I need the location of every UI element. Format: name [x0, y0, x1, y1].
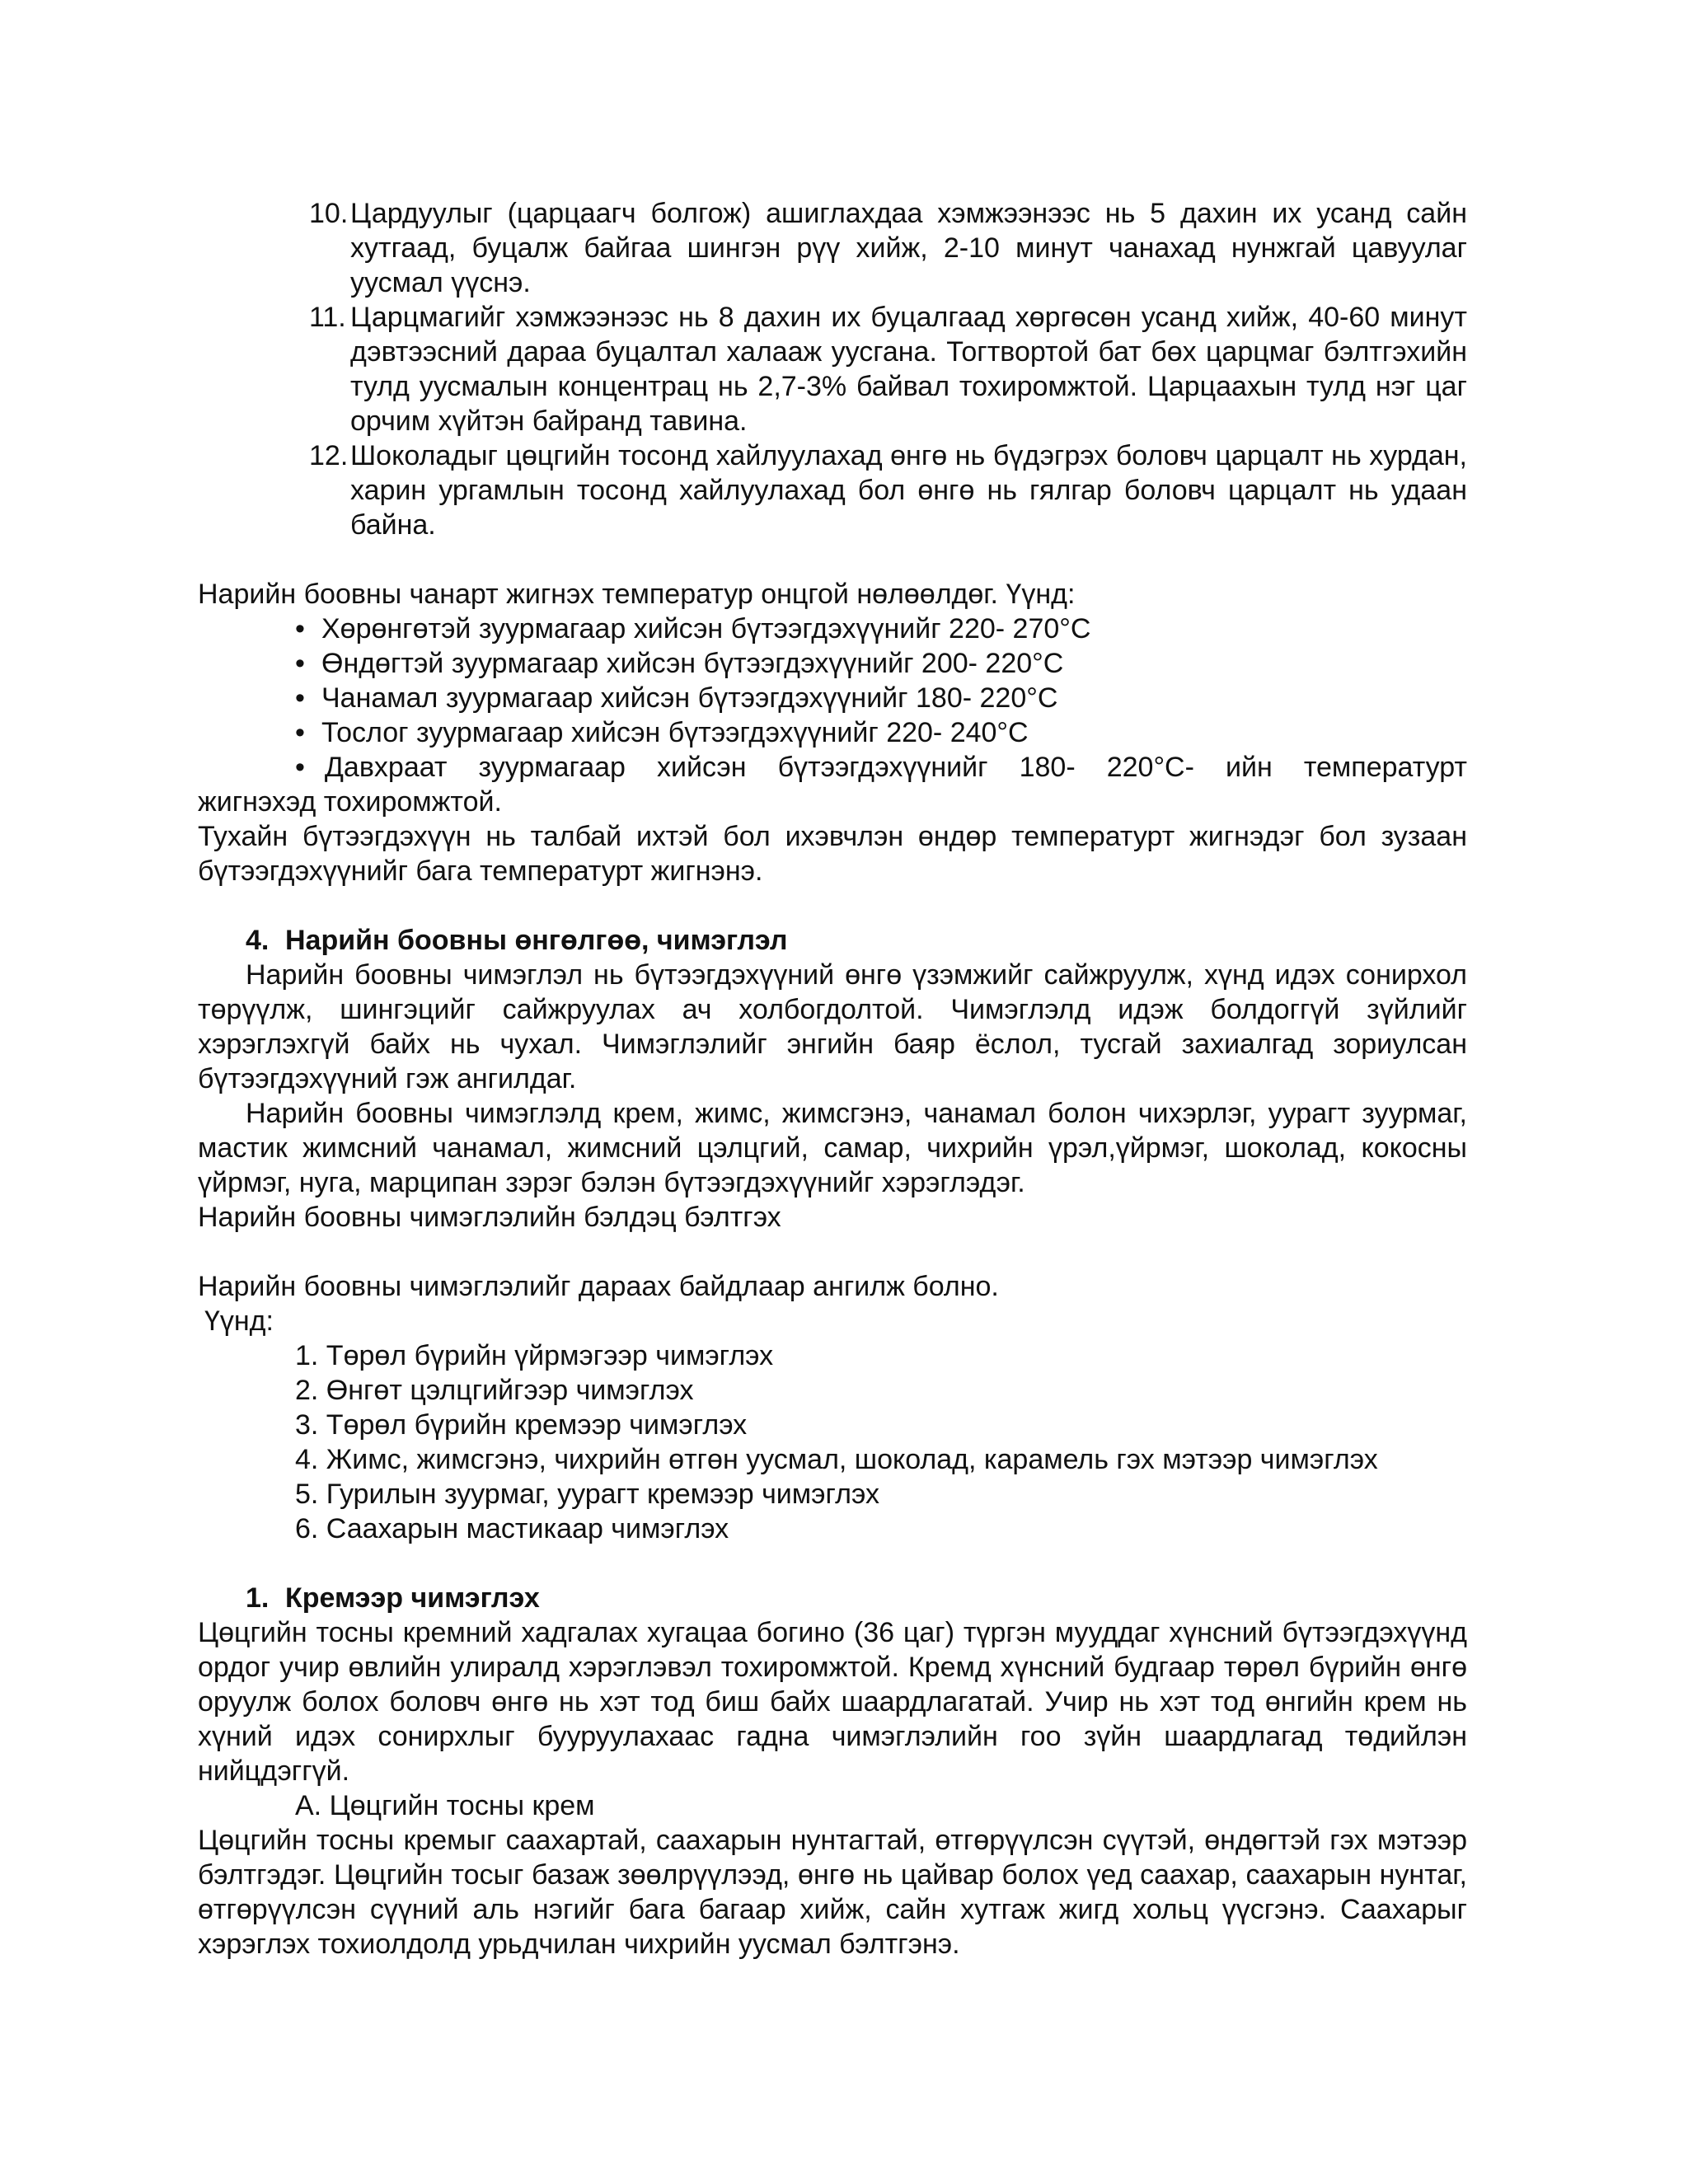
bullet-text: Давхраат зуурмагаар хийсэн бүтээгдэхүүнийг 180- 220°С- ийн температурт	[324, 752, 1467, 783]
document-body	[198, 196, 1467, 1961]
bullet-icon: •	[295, 717, 305, 748]
list-item	[295, 681, 1467, 715]
paragraph: Цөцгийн тосны кремний хадгалах хугацаа богино (36 цаг) түргэн мууддаг хүнсний бүтээгдэхүүнд ордог учир өвлийн улиралд хэрэглэвэл тохиромжтой. Кремд хүнсний будгаар төрөл бүрийн өнгө оруулж болох боловч өнгө нь хэт тод биш байх шаардлагатай. Учир нь хэт тод өнгийн крем нь хүний идэх сонирхлыг бууруулахаас гадна чимэглэлийн гоо зүйн шаардлагад төдийлэн нийцдэггүй.	[198, 1617, 1467, 1787]
subheading: А. Цөцгийн тосны крем	[295, 1790, 595, 1821]
numbered-item	[309, 300, 1467, 438]
temp-intro: Нарийн боовны чанарт жигнэх температур онцгой нөлөөлдөг. Үүнд:	[198, 579, 1076, 610]
paragraph: Цөцгийн тосны кремыг саахартай, саахарын нунтагтай, өтгөрүүлсэн сүүтэй, өндөгтэй гэх мэтээр бэлтгэдэг. Цөцгийн тосыг базаж зөөлрүүлээд, өнгө нь цайвар болох үед саахар, саахарын нунтаг, өтгөрүүлсэн сүүний аль нэгийг бага багаар хийж, сайн хутгаж жигд хольц үүсгэнэ. Саахарыг хэрэглэх тохиолдолд урьдчилан чихрийн уусмал бэлтгэнэ.	[198, 1825, 1467, 1960]
bullet-text: Өндөгтэй зуурмагаар хийсэн бүтээгдэхүүнийг 200- 220°С	[321, 648, 1064, 679]
list-item: 6. Саахарын мастикаар чимэглэх	[295, 1513, 729, 1544]
bullet-icon: •	[295, 648, 305, 679]
bullet-icon: •	[295, 613, 305, 644]
bullet-text: Тослог зуурмагаар хийсэн бүтээгдэхүүнийг 220- 240°С	[321, 717, 1029, 748]
list-item	[295, 612, 1467, 646]
last-bullet-line	[198, 750, 1467, 785]
paragraph: Нарийн боовны чимэглэлд крем, жимс, жимсгэнэ, чанамал болон чихэрлэг, уурагт зуурмаг, мастик жимсний чанамал, жимсний цэлцгий, самар, чихрийн үрэл,үйрмэг, шоколад, кокосны үйрмэг, нуга, марципан зэрэг бэлэн бүтээгдэхүүнийг хэрэглэдэг.	[198, 1098, 1467, 1198]
list-item	[295, 646, 1467, 681]
paragraph: Нарийн боовны чимэглэлийн бэлдэц бэлтгэх	[198, 1202, 781, 1233]
list-item: 2. Өнгөт цэлцгийгээр чимэглэх	[295, 1375, 694, 1406]
list-item: 3. Төрөл бүрийн кремээр чимэглэх	[295, 1409, 748, 1441]
item-number: 11.	[309, 302, 346, 333]
heading-number: 1.	[246, 1582, 270, 1614]
heading-number: 4.	[246, 925, 270, 956]
list-item: 5. Гурилын зуурмаг, уурагт кремээр чимэглэх	[295, 1479, 879, 1510]
heading-title: Нарийн боовны өнгөлгөө, чимэглэл	[285, 925, 788, 956]
item-text: Шоколадыг цөцгийн тосонд хайлуулахад өнгө нь бүдэгрэх боловч царцалт нь хурдан, харин ургамлын тосонд хайлуулахад бол өнгө нь гялгар боловч царцалт нь удаан байна.	[350, 440, 1467, 541]
bullet-text: Хөрөнгөтэй зуурмагаар хийсэн бүтээгдэхүүнийг 220- 270°С	[321, 613, 1091, 644]
bullet-icon: •	[295, 752, 305, 783]
item-number: 10.	[309, 198, 349, 229]
list-item: 1. Төрөл бүрийн үйрмэгээр чимэглэх	[295, 1340, 774, 1371]
bullet-icon: •	[295, 682, 305, 714]
paragraph: Нарийн боовны чимэглэл нь бүтээгдэхүүний өнгө үзэмжийг сайжруулж, хүнд идэх сонирхол төрүүлж, шингэцийг сайжруулах ач холбогдолтой. Чимэглэлд идэж болдоггүй зүйлийг хэрэглэхгүй байх нь чухал. Чимэглэлийг энгийн баяр ёслол, тусгай захиалгад зориулсан бүтээгдэхүүний гэж ангилдаг.	[198, 959, 1467, 1094]
item-number: 12.	[309, 440, 349, 471]
temp-note: Тухайн бүтээгдэхүүн нь талбай ихтэй бол ихэвчлэн өндөр температурт жигнэдэг бол зузаан бүтээгдэхүүнийг бага температурт жигнэнэ.	[198, 821, 1467, 887]
list-item	[295, 715, 1467, 750]
item-text: Цардуулыг (царцаагч болгож) ашиглахдаа хэмжээнээс нь 5 дахин их усанд сайн хутгаад, буцалж байгаа шингэн рүү хийж, 2-10 минут чанахад нунжгай цавуулаг уусмал үүснэ.	[350, 198, 1467, 298]
classify-intro: Нарийн боовны чимэглэлийг дараах байдлаар ангилж болно.	[198, 1271, 999, 1302]
numbered-item	[309, 438, 1467, 542]
classify-label: Үүнд:	[204, 1305, 274, 1337]
list-item: 4. Жимс, жимсгэнэ, чихрийн өтгөн уусмал, шоколад, карамель гэх мэтээр чимэглэх	[295, 1444, 1378, 1475]
numbered-item	[309, 196, 1467, 300]
item-text: Царцмагийг хэмжээнээс нь 8 дахин их буцалгаад хөргөсөн усанд хийж, 40-60 минут дэвтээсний дараа буцалтал халааж уусгана. Тогтвортой бат бөх царцмаг бэлтгэхийн тулд уусмалын концентрац нь 2,7-3% байвал тохиромжтой. Царцаахын тулд нэг цаг орчим хүйтэн байранд тавина.	[350, 302, 1467, 437]
last-bullet-continuation: жигнэхэд тохиромжтой.	[198, 786, 502, 818]
section-heading	[246, 923, 1467, 958]
bullet-text: Чанамал зуурмагаар хийсэн бүтээгдэхүүнийг 180- 220°С	[321, 682, 1058, 714]
section-heading	[246, 1581, 1467, 1615]
heading-title: Кремээр чимэглэх	[285, 1582, 540, 1614]
